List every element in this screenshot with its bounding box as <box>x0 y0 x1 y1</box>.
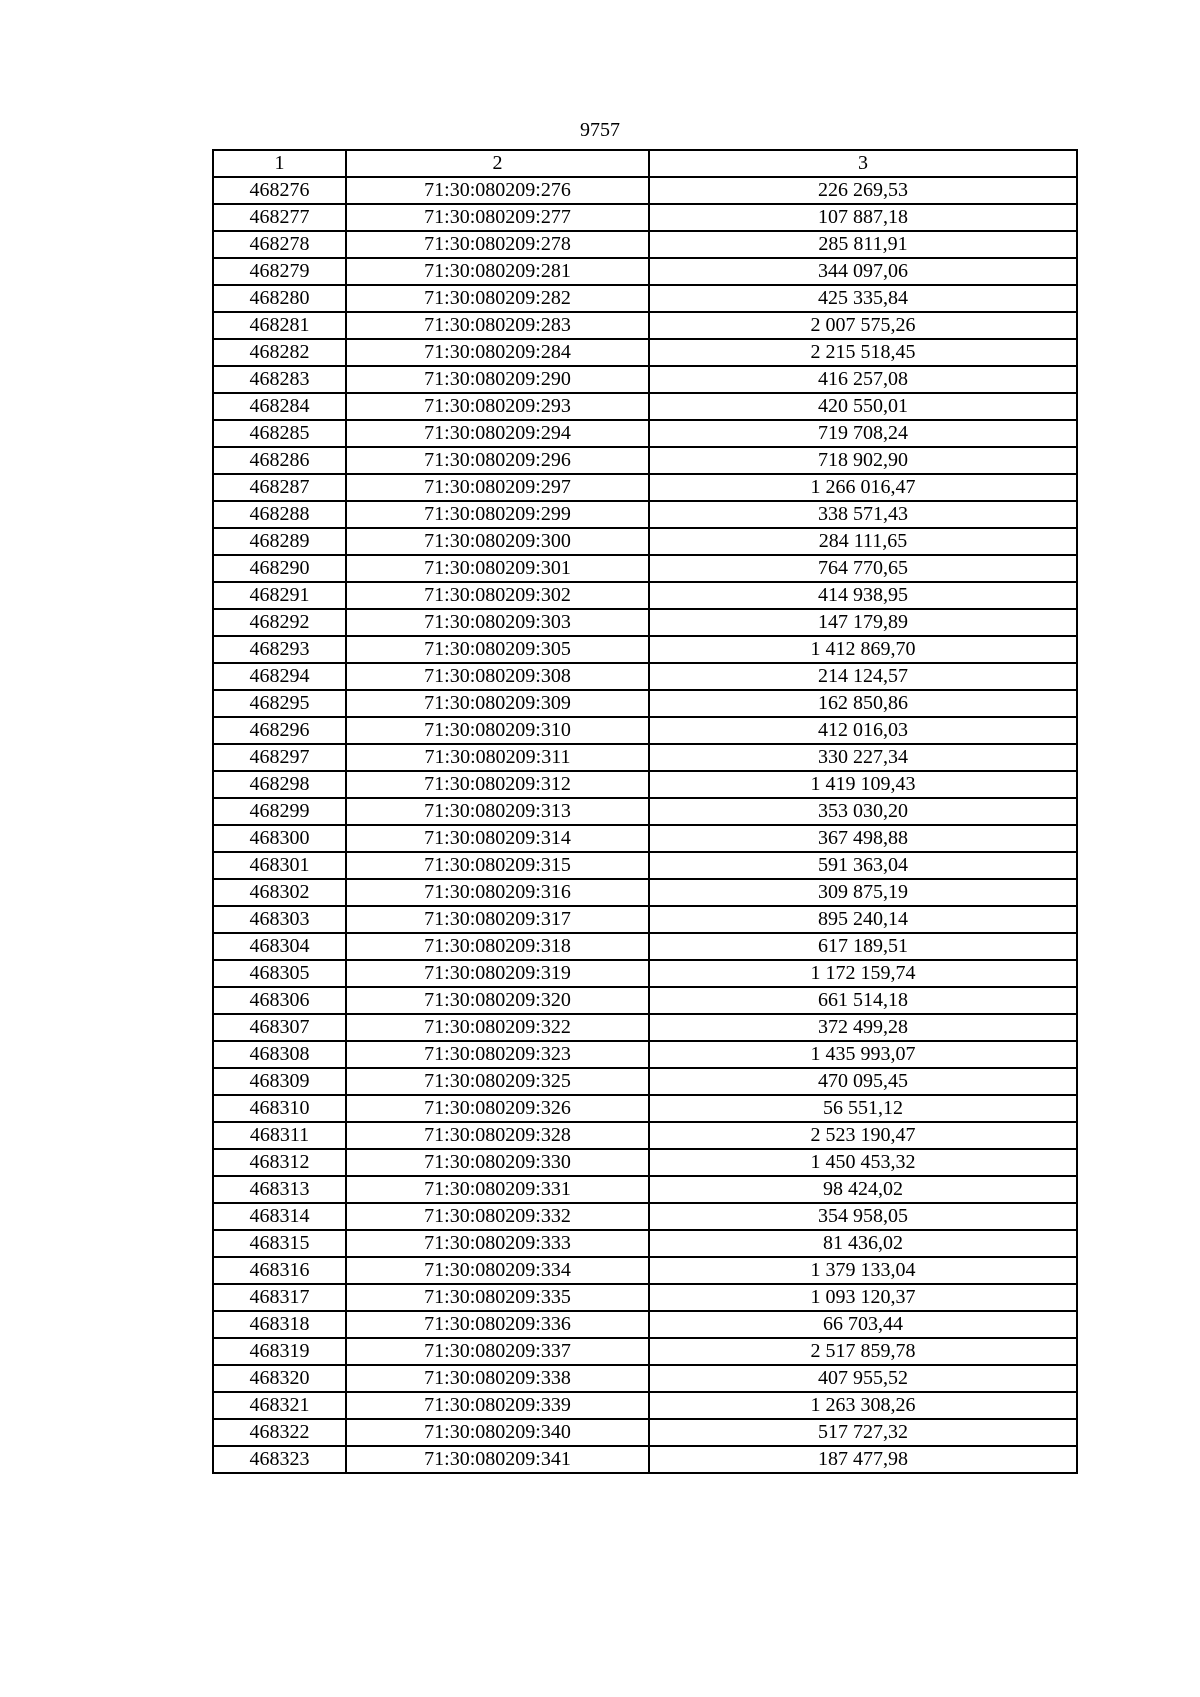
cell-value: 214 124,57 <box>649 663 1077 690</box>
cell-row-number: 468306 <box>213 987 346 1014</box>
cell-value: 517 727,32 <box>649 1419 1077 1446</box>
cell-cadastral-number: 71:30:080209:303 <box>346 609 649 636</box>
cell-value: 412 016,03 <box>649 717 1077 744</box>
table-row <box>213 825 1077 852</box>
cell-row-number: 468296 <box>213 717 346 744</box>
cell-row-number: 468319 <box>213 1338 346 1365</box>
cell-value: 309 875,19 <box>649 879 1077 906</box>
cell-value: 2 523 190,47 <box>649 1122 1077 1149</box>
table-row <box>213 1257 1077 1284</box>
cell-cadastral-number: 71:30:080209:335 <box>346 1284 649 1311</box>
cell-cadastral-number: 71:30:080209:283 <box>346 312 649 339</box>
cell-row-number: 468292 <box>213 609 346 636</box>
table-row <box>213 231 1077 258</box>
cell-cadastral-number: 71:30:080209:302 <box>346 582 649 609</box>
cell-cadastral-number: 71:30:080209:323 <box>346 1041 649 1068</box>
cell-row-number: 468284 <box>213 393 346 420</box>
cell-row-number: 468320 <box>213 1365 346 1392</box>
cell-row-number: 468277 <box>213 204 346 231</box>
cell-row-number: 468309 <box>213 1068 346 1095</box>
table-row <box>213 609 1077 636</box>
cell-cadastral-number: 71:30:080209:317 <box>346 906 649 933</box>
table-row <box>213 798 1077 825</box>
cell-cadastral-number: 71:30:080209:320 <box>346 987 649 1014</box>
table-row <box>213 177 1077 204</box>
cell-row-number: 468298 <box>213 771 346 798</box>
cell-row-number: 468300 <box>213 825 346 852</box>
table-row <box>213 582 1077 609</box>
cell-cadastral-number: 71:30:080209:319 <box>346 960 649 987</box>
cell-row-number: 468291 <box>213 582 346 609</box>
cell-row-number: 468281 <box>213 312 346 339</box>
table-row <box>213 285 1077 312</box>
cell-value: 284 111,65 <box>649 528 1077 555</box>
cell-value: 591 363,04 <box>649 852 1077 879</box>
cell-value: 2 517 859,78 <box>649 1338 1077 1365</box>
table-row <box>213 744 1077 771</box>
table-row <box>213 1392 1077 1419</box>
table-row <box>213 852 1077 879</box>
cell-row-number: 468307 <box>213 1014 346 1041</box>
table-header <box>213 150 1077 177</box>
cell-row-number: 468288 <box>213 501 346 528</box>
cell-row-number: 468317 <box>213 1284 346 1311</box>
table-row <box>213 906 1077 933</box>
cell-row-number: 468299 <box>213 798 346 825</box>
cell-cadastral-number: 71:30:080209:336 <box>346 1311 649 1338</box>
cell-value: 420 550,01 <box>649 393 1077 420</box>
cell-value: 98 424,02 <box>649 1176 1077 1203</box>
cell-value: 66 703,44 <box>649 1311 1077 1338</box>
cell-cadastral-number: 71:30:080209:278 <box>346 231 649 258</box>
table-row <box>213 1230 1077 1257</box>
cell-row-number: 468323 <box>213 1446 346 1473</box>
table-row <box>213 555 1077 582</box>
cell-value: 226 269,53 <box>649 177 1077 204</box>
table-row <box>213 1149 1077 1176</box>
header-row <box>213 150 1077 177</box>
cell-value: 56 551,12 <box>649 1095 1077 1122</box>
cell-value: 718 902,90 <box>649 447 1077 474</box>
cell-row-number: 468293 <box>213 636 346 663</box>
cell-row-number: 468289 <box>213 528 346 555</box>
cell-cadastral-number: 71:30:080209:293 <box>346 393 649 420</box>
cell-row-number: 468283 <box>213 366 346 393</box>
table-row <box>213 771 1077 798</box>
cell-row-number: 468279 <box>213 258 346 285</box>
cell-value: 425 335,84 <box>649 285 1077 312</box>
cell-cadastral-number: 71:30:080209:326 <box>346 1095 649 1122</box>
cell-row-number: 468313 <box>213 1176 346 1203</box>
cell-cadastral-number: 71:30:080209:314 <box>346 825 649 852</box>
cell-value: 1 093 120,37 <box>649 1284 1077 1311</box>
cell-value: 1 379 133,04 <box>649 1257 1077 1284</box>
cell-row-number: 468308 <box>213 1041 346 1068</box>
table-row <box>213 1203 1077 1230</box>
cell-value: 372 499,28 <box>649 1014 1077 1041</box>
cell-cadastral-number: 71:30:080209:299 <box>346 501 649 528</box>
table-row <box>213 528 1077 555</box>
cell-value: 470 095,45 <box>649 1068 1077 1095</box>
registry-table <box>212 149 1078 1474</box>
cell-row-number: 468301 <box>213 852 346 879</box>
cell-cadastral-number: 71:30:080209:301 <box>346 555 649 582</box>
cell-cadastral-number: 71:30:080209:330 <box>346 1149 649 1176</box>
cell-row-number: 468290 <box>213 555 346 582</box>
table-row <box>213 1068 1077 1095</box>
page-number: 9757 <box>580 119 620 141</box>
cell-value: 617 189,51 <box>649 933 1077 960</box>
cell-cadastral-number: 71:30:080209:315 <box>346 852 649 879</box>
cell-value: 81 436,02 <box>649 1230 1077 1257</box>
cell-row-number: 468322 <box>213 1419 346 1446</box>
cell-row-number: 468302 <box>213 879 346 906</box>
cell-value: 285 811,91 <box>649 231 1077 258</box>
cell-cadastral-number: 71:30:080209:333 <box>346 1230 649 1257</box>
cell-row-number: 468278 <box>213 231 346 258</box>
table-row <box>213 1014 1077 1041</box>
cell-value: 338 571,43 <box>649 501 1077 528</box>
cell-row-number: 468303 <box>213 906 346 933</box>
cell-cadastral-number: 71:30:080209:294 <box>346 420 649 447</box>
cell-cadastral-number: 71:30:080209:316 <box>346 879 649 906</box>
cell-row-number: 468310 <box>213 1095 346 1122</box>
table-row <box>213 204 1077 231</box>
table-row <box>213 339 1077 366</box>
cell-row-number: 468315 <box>213 1230 346 1257</box>
table-row <box>213 1041 1077 1068</box>
cell-value: 147 179,89 <box>649 609 1077 636</box>
cell-value: 416 257,08 <box>649 366 1077 393</box>
table-row <box>213 1095 1077 1122</box>
table-row <box>213 960 1077 987</box>
cell-value: 661 514,18 <box>649 987 1077 1014</box>
cell-cadastral-number: 71:30:080209:296 <box>346 447 649 474</box>
cell-cadastral-number: 71:30:080209:339 <box>346 1392 649 1419</box>
cell-value: 344 097,06 <box>649 258 1077 285</box>
cell-row-number: 468304 <box>213 933 346 960</box>
cell-cadastral-number: 71:30:080209:334 <box>346 1257 649 1284</box>
table-body <box>213 177 1077 1473</box>
cell-cadastral-number: 71:30:080209:305 <box>346 636 649 663</box>
cell-row-number: 468318 <box>213 1311 346 1338</box>
cell-row-number: 468297 <box>213 744 346 771</box>
cell-row-number: 468321 <box>213 1392 346 1419</box>
table-row <box>213 1419 1077 1446</box>
table-row <box>213 987 1077 1014</box>
cell-value: 1 435 993,07 <box>649 1041 1077 1068</box>
cell-cadastral-number: 71:30:080209:318 <box>346 933 649 960</box>
table-row <box>213 1176 1077 1203</box>
cell-cadastral-number: 71:30:080209:332 <box>346 1203 649 1230</box>
cell-value: 414 938,95 <box>649 582 1077 609</box>
cell-value: 107 887,18 <box>649 204 1077 231</box>
cell-cadastral-number: 71:30:080209:308 <box>346 663 649 690</box>
table-row <box>213 879 1077 906</box>
cell-row-number: 468282 <box>213 339 346 366</box>
cell-value: 719 708,24 <box>649 420 1077 447</box>
cell-row-number: 468276 <box>213 177 346 204</box>
column-header-2: 2 <box>346 150 649 177</box>
cell-cadastral-number: 71:30:080209:328 <box>346 1122 649 1149</box>
cell-cadastral-number: 71:30:080209:338 <box>346 1365 649 1392</box>
cell-cadastral-number: 71:30:080209:297 <box>346 474 649 501</box>
table-row <box>213 717 1077 744</box>
cell-row-number: 468287 <box>213 474 346 501</box>
cell-value: 2 007 575,26 <box>649 312 1077 339</box>
cell-cadastral-number: 71:30:080209:311 <box>346 744 649 771</box>
cell-value: 354 958,05 <box>649 1203 1077 1230</box>
table-row <box>213 636 1077 663</box>
cell-value: 187 477,98 <box>649 1446 1077 1473</box>
cell-cadastral-number: 71:30:080209:282 <box>346 285 649 312</box>
cell-value: 1 266 016,47 <box>649 474 1077 501</box>
table-row <box>213 258 1077 285</box>
cell-cadastral-number: 71:30:080209:340 <box>346 1419 649 1446</box>
cell-cadastral-number: 71:30:080209:277 <box>346 204 649 231</box>
cell-row-number: 468285 <box>213 420 346 447</box>
cell-cadastral-number: 71:30:080209:300 <box>346 528 649 555</box>
cell-cadastral-number: 71:30:080209:284 <box>346 339 649 366</box>
table-row <box>213 366 1077 393</box>
cell-cadastral-number: 71:30:080209:309 <box>346 690 649 717</box>
cell-cadastral-number: 71:30:080209:337 <box>346 1338 649 1365</box>
cell-cadastral-number: 71:30:080209:331 <box>346 1176 649 1203</box>
cell-row-number: 468305 <box>213 960 346 987</box>
table-row <box>213 1284 1077 1311</box>
cell-row-number: 468316 <box>213 1257 346 1284</box>
cell-value: 1 450 453,32 <box>649 1149 1077 1176</box>
table-row <box>213 393 1077 420</box>
cell-value: 407 955,52 <box>649 1365 1077 1392</box>
cell-cadastral-number: 71:30:080209:313 <box>346 798 649 825</box>
table-row <box>213 1311 1077 1338</box>
cell-cadastral-number: 71:30:080209:290 <box>346 366 649 393</box>
cell-row-number: 468314 <box>213 1203 346 1230</box>
table-row <box>213 312 1077 339</box>
table-row <box>213 1446 1077 1473</box>
table-row <box>213 933 1077 960</box>
table-row <box>213 663 1077 690</box>
cell-cadastral-number: 71:30:080209:312 <box>346 771 649 798</box>
cell-value: 895 240,14 <box>649 906 1077 933</box>
cell-value: 1 419 109,43 <box>649 771 1077 798</box>
cell-row-number: 468295 <box>213 690 346 717</box>
table-row <box>213 474 1077 501</box>
cell-value: 2 215 518,45 <box>649 339 1077 366</box>
cell-value: 367 498,88 <box>649 825 1077 852</box>
table-row <box>213 420 1077 447</box>
column-header-3: 3 <box>649 150 1077 177</box>
cell-value: 1 263 308,26 <box>649 1392 1077 1419</box>
cell-cadastral-number: 71:30:080209:281 <box>346 258 649 285</box>
cell-row-number: 468280 <box>213 285 346 312</box>
table-row <box>213 1365 1077 1392</box>
table-row <box>213 501 1077 528</box>
cell-value: 330 227,34 <box>649 744 1077 771</box>
cell-value: 764 770,65 <box>649 555 1077 582</box>
cell-cadastral-number: 71:30:080209:276 <box>346 177 649 204</box>
cell-cadastral-number: 71:30:080209:310 <box>346 717 649 744</box>
cell-row-number: 468286 <box>213 447 346 474</box>
cell-value: 1 412 869,70 <box>649 636 1077 663</box>
table-row <box>213 447 1077 474</box>
column-header-1: 1 <box>213 150 346 177</box>
cell-cadastral-number: 71:30:080209:325 <box>346 1068 649 1095</box>
cell-row-number: 468311 <box>213 1122 346 1149</box>
cell-row-number: 468312 <box>213 1149 346 1176</box>
cell-cadastral-number: 71:30:080209:341 <box>346 1446 649 1473</box>
table-row <box>213 1338 1077 1365</box>
cell-value: 353 030,20 <box>649 798 1077 825</box>
cell-cadastral-number: 71:30:080209:322 <box>346 1014 649 1041</box>
table-row <box>213 690 1077 717</box>
cell-value: 162 850,86 <box>649 690 1077 717</box>
table-row <box>213 1122 1077 1149</box>
cell-value: 1 172 159,74 <box>649 960 1077 987</box>
cell-row-number: 468294 <box>213 663 346 690</box>
